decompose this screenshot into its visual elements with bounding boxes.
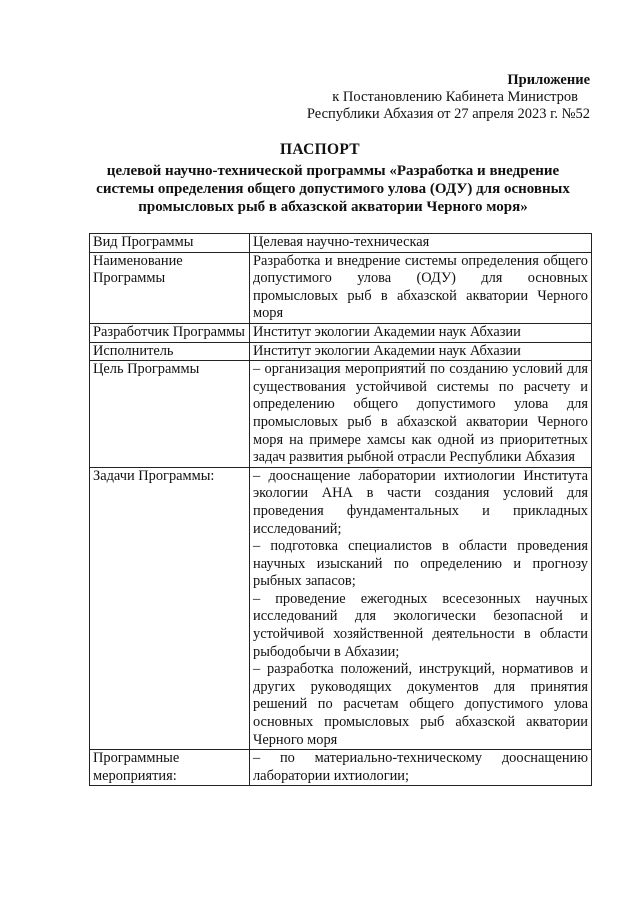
row-value: Разработка и внедрение системы определения общего допустимого улова (ОДУ) для основных промысловых рыб в абхазской акватории Черного моря [250,252,592,323]
table-row [90,750,592,786]
table-row [90,234,592,253]
appendix-decree: Республики Абхазия от 27 апреля 2023 г. №52 [306,106,590,122]
appendix-reference: к Постановлению Кабинета Министров [332,89,578,105]
document-subtitle: целевой научно-технической программы «Разработка и внедрение системы определения общего допустимого улова (ОДУ) для основных промысловых рыб в абхазской акватории Черного моря» [96,163,570,215]
task-item: – проведение ежегодных всесезонных научных исследований для экологически безопасной и устойчивой хозяйственной деятельности в области рыбодобычи в Абхазии; [253,590,588,660]
task-item: – дооснащение лаборатории ихтиологии Института экологии АНА в части создания условий для проведения фундаментальных и прикладных исследований; [253,467,588,537]
row-label: Исполнитель [90,342,250,361]
table-row [90,252,592,323]
row-label: Программные мероприятия: [90,750,250,786]
row-value: – организация мероприятий по созданию условий для существования устойчивой системы по расчету и определению общего допустимого улова для промысловых рыб в абхазской акватории Черного моря на примере хамсы как одной из приоритетных задач развития рыбной отрасли Республики Абхазия [250,361,592,468]
passport-table [89,233,592,786]
row-label: Задачи Программы: [90,467,250,750]
table-row [90,361,592,468]
row-value: Институт экологии Академии наук Абхазии [250,323,592,342]
table-row [90,323,592,342]
row-label: Вид Программы [90,234,250,253]
row-label: Цель Программы [90,361,250,468]
row-value: Институт экологии Академии наук Абхазии [250,342,592,361]
row-value: Целевая научно-техническая [250,234,592,253]
appendix-header [307,72,590,123]
row-label: Наименование Программы [90,252,250,323]
row-value: – по материально-техническому дооснащению лаборатории ихтиологии; [250,750,592,786]
document-title: ПАСПОРТ [280,141,360,158]
table-row [90,342,592,361]
row-label: Разработчик Программы [90,323,250,342]
page-bottom-edge [0,890,640,905]
task-item: – разработка положений, инструкций, нормативов и других руководящих документов для принятия решений по расчетам общего допустимого улова основных промысловых рыб абхазской акватории Черного моря [253,661,588,748]
task-item: – подготовка специалистов в области проведения научных изысканий по определению и прогнозу рыбных запасов; [253,538,588,590]
appendix-title: Приложение [507,72,590,88]
row-value-list [250,467,592,750]
table-row [90,467,592,750]
